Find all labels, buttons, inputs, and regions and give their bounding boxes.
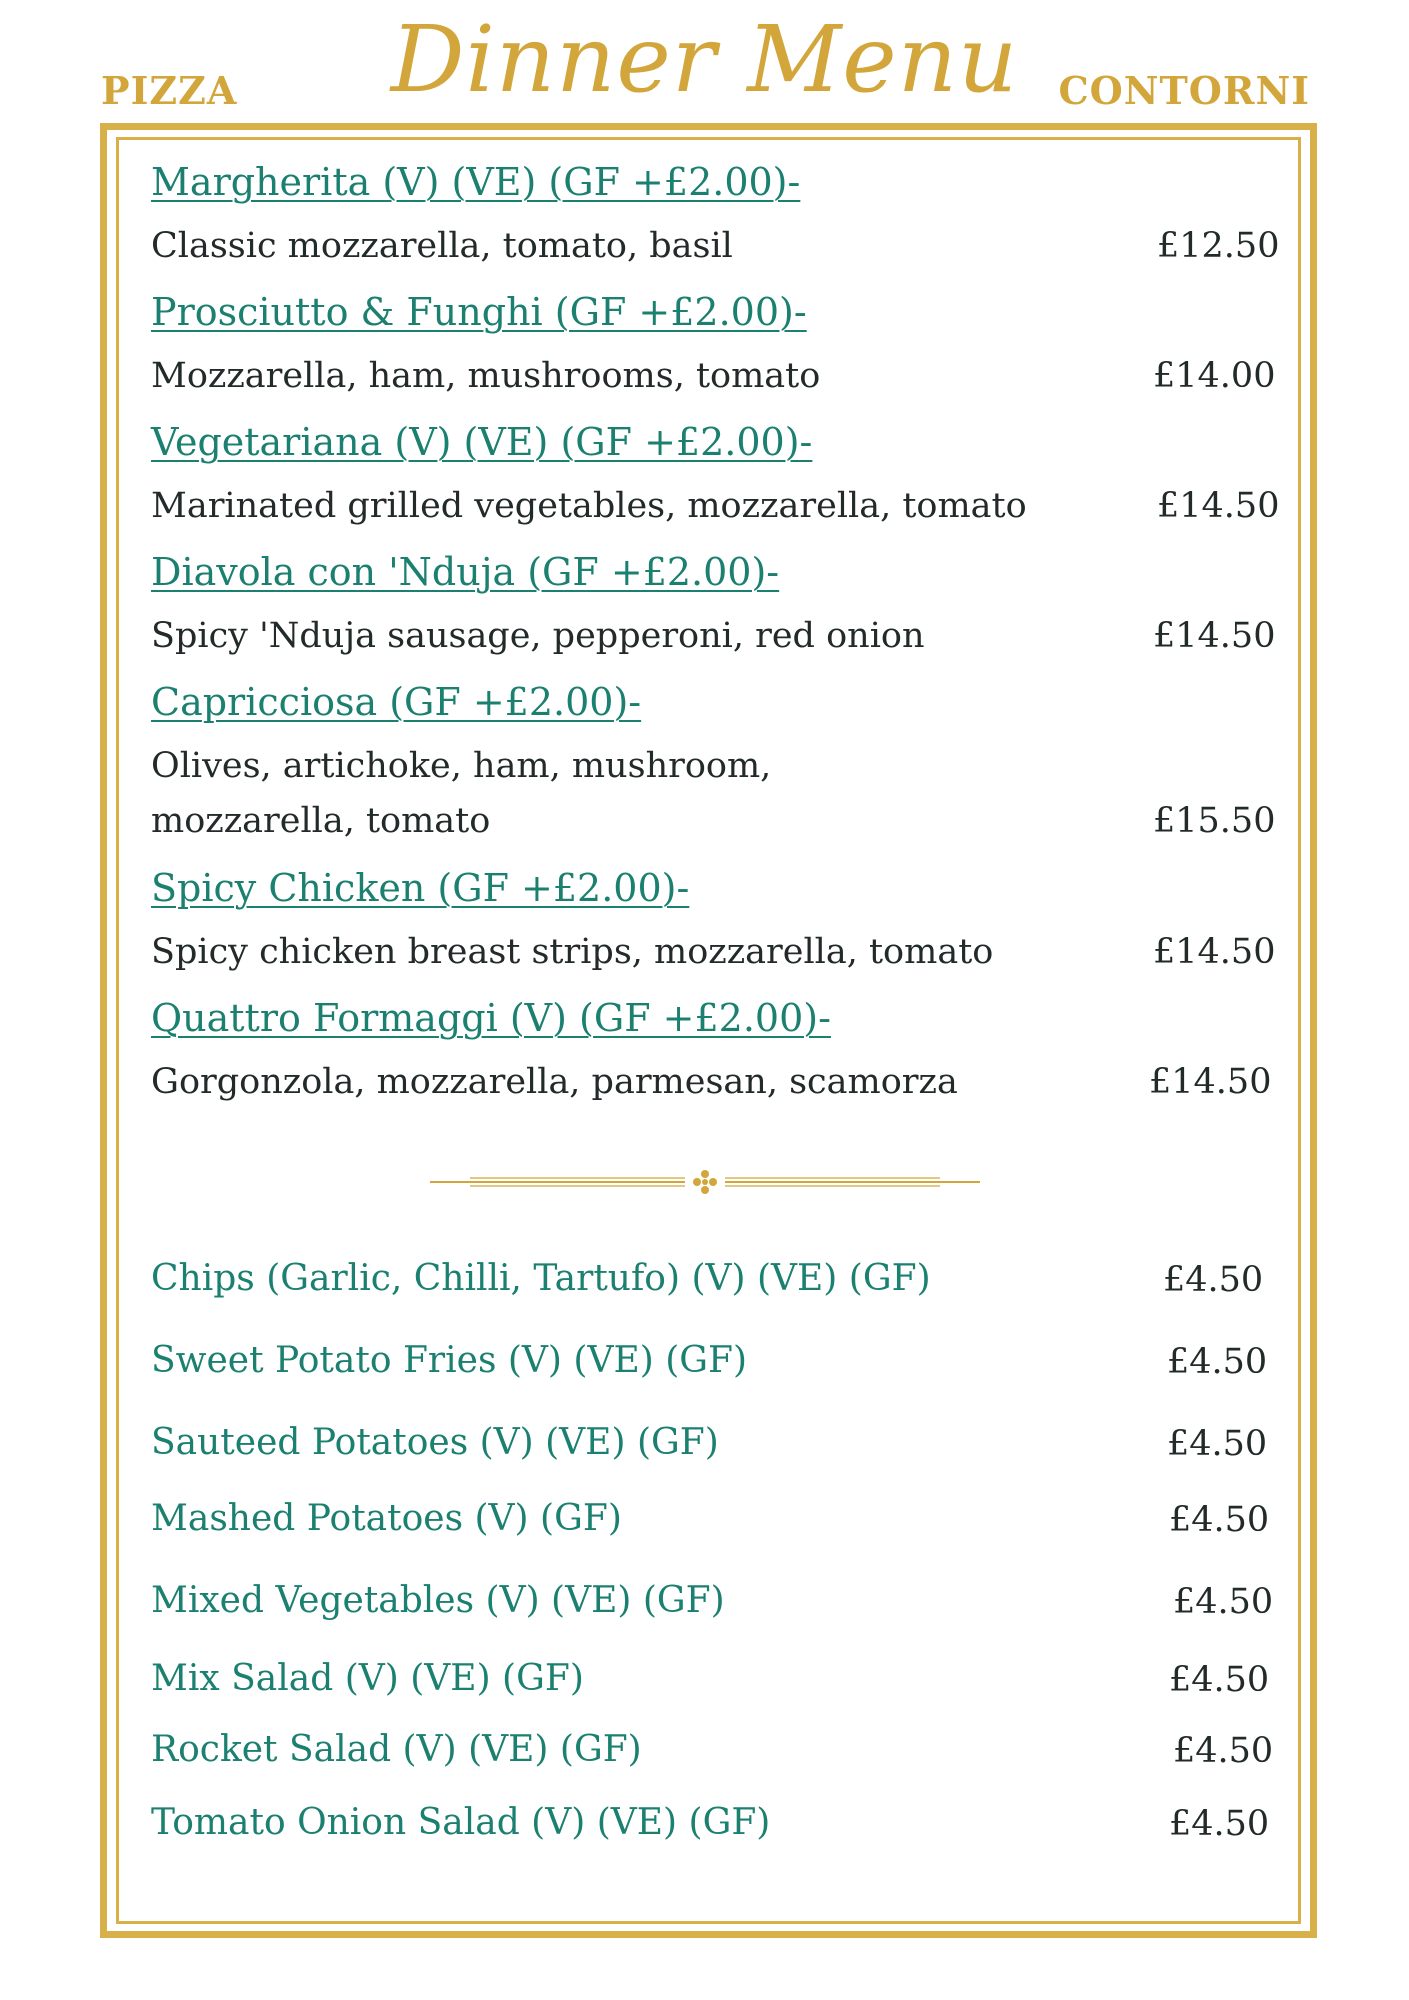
pizza-item-price: £15.50 bbox=[1153, 801, 1276, 841]
contorni-section-label: CONTORNI bbox=[1058, 68, 1310, 113]
pizza-item-price: £12.50 bbox=[1157, 226, 1280, 266]
pizza-item-description: Marinated grilled vegetables, mozzarella, tomato bbox=[151, 486, 1027, 526]
pizza-item-price: £14.00 bbox=[1153, 356, 1276, 396]
side-item-price: £4.50 bbox=[1167, 1342, 1268, 1382]
pizza-item-description: Gorgonzola, mozzarella, parmesan, scamorza bbox=[151, 1062, 958, 1102]
pizza-item-description: Olives, artichoke, ham, mushroom, bbox=[151, 746, 772, 786]
pizza-item-description: Spicy 'Nduja sausage, pepperoni, red onion bbox=[151, 616, 925, 656]
pizza-item-description: Classic mozzarella, tomato, basil bbox=[151, 226, 733, 266]
side-item-price: £4.50 bbox=[1173, 1731, 1274, 1771]
pizza-item-name: Quattro Formaggi (V) (GF +£2.00)- bbox=[151, 996, 831, 1040]
side-item-name: Mix Salad (V) (VE) (GF) bbox=[151, 1658, 584, 1699]
side-item-price: £4.50 bbox=[1169, 1804, 1270, 1844]
ornament-divider bbox=[430, 1167, 980, 1197]
pizza-item-name: Vegetariana (V) (VE) (GF +£2.00)- bbox=[151, 420, 813, 464]
pizza-item-name: Margherita (V) (VE) (GF +£2.00)- bbox=[151, 160, 801, 204]
pizza-section-label: PIZZA bbox=[101, 68, 238, 113]
pizza-item-price: £14.50 bbox=[1153, 616, 1276, 656]
side-item-name: Chips (Garlic, Chilli, Tartufo) (V) (VE) (GF) bbox=[151, 1258, 931, 1299]
side-item-name: Mashed Potatoes (V) (GF) bbox=[151, 1498, 622, 1539]
side-item-name: Sweet Potato Fries (V) (VE) (GF) bbox=[151, 1340, 748, 1381]
side-item-name: Rocket Salad (V) (VE) (GF) bbox=[151, 1729, 642, 1770]
pizza-item-description: Spicy chicken breast strips, mozzarella, tomato bbox=[151, 932, 994, 972]
side-item-price: £4.50 bbox=[1169, 1500, 1270, 1540]
pizza-item-description: mozzarella, tomato bbox=[151, 801, 491, 841]
side-item-price: £4.50 bbox=[1167, 1424, 1268, 1464]
pizza-item-name: Capricciosa (GF +£2.00)- bbox=[151, 680, 642, 724]
side-item-name: Sauteed Potatoes (V) (VE) (GF) bbox=[151, 1422, 719, 1463]
side-item-price: £4.50 bbox=[1173, 1582, 1274, 1622]
pizza-item-price: £14.50 bbox=[1157, 486, 1280, 526]
side-item-price: £4.50 bbox=[1163, 1260, 1264, 1300]
menu-title: Dinner Menu bbox=[390, 6, 1019, 113]
pizza-item-name: Prosciutto & Funghi (GF +£2.00)- bbox=[151, 290, 807, 334]
side-item-price: £4.50 bbox=[1169, 1660, 1270, 1700]
pizza-item-price: £14.50 bbox=[1149, 1062, 1272, 1102]
fleur-ornament-icon bbox=[693, 1170, 717, 1194]
pizza-item-price: £14.50 bbox=[1153, 932, 1276, 972]
side-item-name: Tomato Onion Salad (V) (VE) (GF) bbox=[151, 1802, 771, 1843]
pizza-item-name: Spicy Chicken (GF +£2.00)- bbox=[151, 866, 690, 910]
pizza-item-name: Diavola con 'Nduja (GF +£2.00)- bbox=[151, 550, 780, 594]
pizza-item-description: Mozzarella, ham, mushrooms, tomato bbox=[151, 356, 821, 396]
side-item-name: Mixed Vegetables (V) (VE) (GF) bbox=[151, 1580, 725, 1621]
